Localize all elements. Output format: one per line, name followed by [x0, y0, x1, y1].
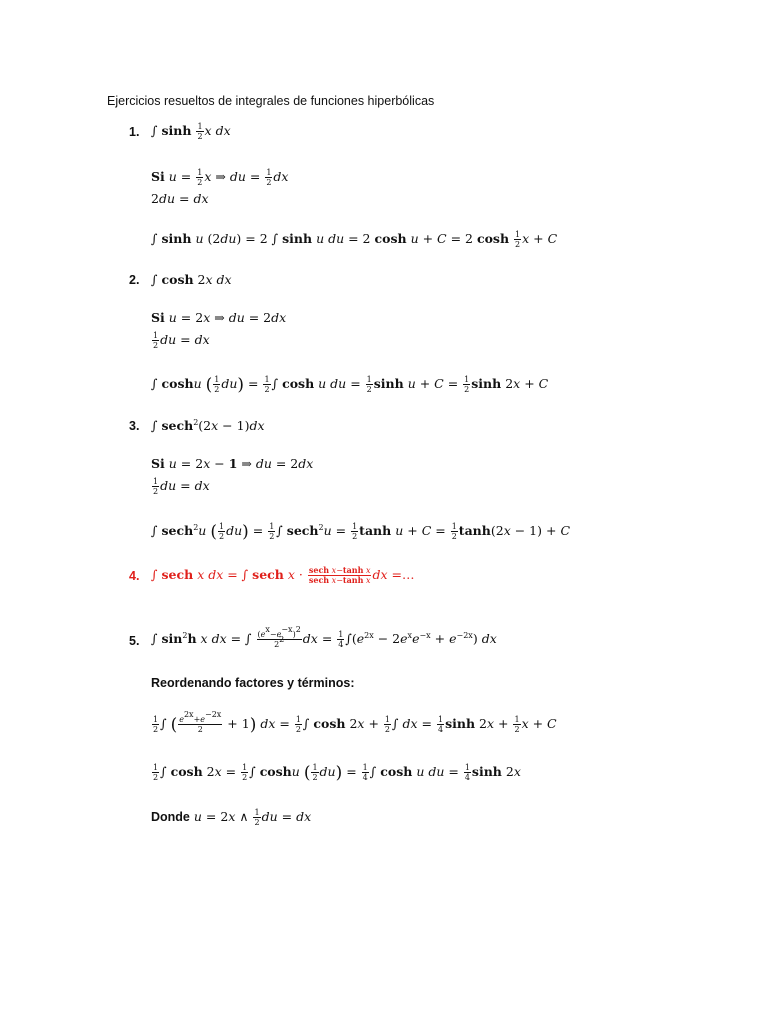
problem-5-step-3: Donde u = 2x ∧ $\frac{1}{2}$ du = dx: [151, 808, 312, 827]
problem-5-number: 5.: [129, 634, 140, 648]
problem-2-step-1: Si u = 2x ⇒ du = 2dx: [151, 310, 287, 325]
problem-1-step-1: Si u = $\frac{1}{2}$ x ⇒ du = $\frac{1}{2}$ dx: [151, 168, 289, 187]
problem-1-step-3: ∫ sinh u (2du) = 2 ∫ sinh u du = 2 cosh u + C = 2 cosh $\frac{1}{2}$ x + C: [151, 230, 558, 249]
problem-5-integral: ∫ $\sin^2h$ x dx = ∫ $\frac{(e^x-e^{-x})^2}{2^2}$ dx = $\frac{1}{4}$ $\int(e^{2x} - 2e^xe^{-x} + e^{-2x})$ dx: [151, 625, 497, 649]
document-title: Ejercicios resueltos de integrales de funciones hiperbólicas: [107, 94, 435, 108]
problem-1-step-2: 2du = dx: [151, 191, 209, 206]
problem-2-step-3: ∫ coshu ( $\frac{1}{2}$ du) = $\frac{1}{2}$ ∫ cosh u du = $\frac{1}{2}$ sinh u + C = $\frac{1}{2}$ sinh 2x + C: [151, 375, 549, 395]
problem-2-number: 2.: [129, 273, 140, 287]
problem-3-number: 3.: [129, 419, 140, 433]
problem-3-integral: ∫ sech$^2$(2x − 1)dx: [151, 418, 265, 433]
problem-3-step-2: $\frac{1}{2}$ du = dx: [153, 477, 210, 496]
problem-5-step-1: $\frac{1}{2}$ ∫ ( $\frac{e^{2x}+e^{-2x}}{2}$ + 1) dx = $\frac{1}{2}$ ∫ cosh 2x + $\frac{1}{2}$ ∫ dx = $\frac{1}{4}$ sinh 2x + $\frac{1}{2}$ x + C: [153, 710, 557, 735]
problem-4-integral: ∫ sech x dx = ∫ sech x · $\frac{\text{sech x−tanh x}}{\text{sech x−tanh x}}$ dx =…: [151, 565, 415, 585]
reorder-subtitle: Reordenando factores y términos:: [151, 676, 355, 690]
problem-5-step-2: $\frac{1}{2}$ ∫ cosh 2x = $\frac{1}{2}$ ∫ coshu ( $\frac{1}{2}$ du) = $\frac{1}{4}$ ∫ cosh u du = $\frac{1}{4}$ sinh 2x: [153, 763, 521, 783]
problem-3-step-3: ∫ sech$^2$u ( $\frac{1}{2}$ du) = $\frac{1}{2}$ ∫ sech$^2$u = $\frac{1}{2}$ tanh u + C = $\frac{1}{2}$ tanh(2x − 1) + C: [151, 522, 571, 542]
problem-1-integral: ∫ sinh $\frac{1}{2}$ x dx: [151, 122, 231, 141]
problem-2-step-2: $\frac{1}{2}$ du = dx: [153, 331, 210, 350]
problem-1-number: 1.: [129, 125, 140, 139]
problem-4-number: 4.: [129, 569, 140, 583]
problem-3-step-1: Si u = 2x − 1 ⇒ du = 2dx: [151, 456, 314, 471]
problem-2-integral: ∫ cosh 2x dx: [151, 272, 232, 287]
